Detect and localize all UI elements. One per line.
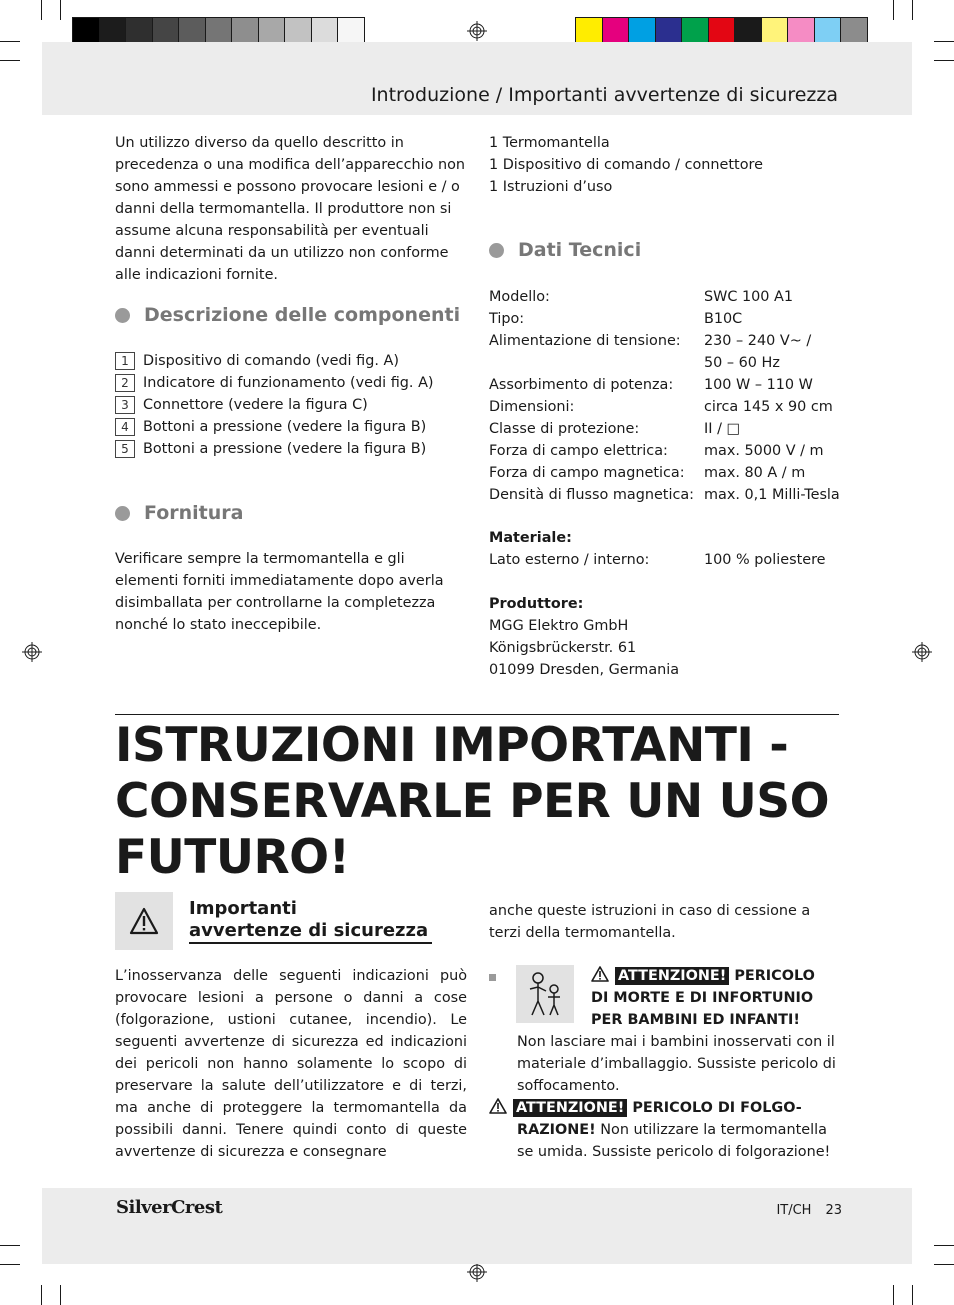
spec-label — [489, 352, 704, 374]
crop-mark — [0, 60, 20, 61]
crop-mark — [41, 1285, 42, 1305]
specs-table — [489, 286, 844, 506]
table-row — [489, 286, 844, 308]
color-swatch — [787, 17, 815, 45]
bullet-dot-icon — [489, 243, 504, 258]
supply-heading — [115, 502, 243, 524]
intro-text: Un utilizzo diverso da quello descritto in precedenza o una modifica dell’apparecchio non sono ammessi e possono provocare lesioni e / o danni della termomantella. Il produttore non si assume alcuna responsabilità per eventuali danni determinati da un utilizzo non conforme alle indicazioni fornite. — [115, 135, 466, 283]
color-swatch — [231, 17, 259, 45]
bullet-dot-icon — [115, 308, 130, 323]
color-swatch — [99, 17, 127, 45]
producer-line: Königsbrückerstr. 61 — [489, 640, 637, 656]
attention-badge: ATTENZIONE! — [513, 1099, 627, 1117]
warning-2-text-line: se umida. Sussiste pericolo di folgorazione! — [517, 1144, 831, 1160]
component-number: 3 — [115, 396, 135, 414]
crop-mark — [912, 0, 913, 20]
table-row — [489, 330, 844, 352]
crop-mark — [934, 41, 954, 42]
table-row — [489, 440, 844, 462]
component-label: Connettore (vedere la figura C) — [143, 397, 368, 413]
safety-right-paragraph — [489, 900, 834, 944]
warning-2 — [489, 1097, 841, 1163]
component-number: 4 — [115, 418, 135, 436]
spec-label: Densità di flusso magnetica: — [489, 487, 695, 503]
spec-value: max. 0,1 Milli-Tesla — [704, 487, 840, 503]
child-pictogram — [516, 965, 574, 1023]
attention-badge: ATTENZIONE! — [615, 967, 729, 985]
warning-2-head: RAZIONE! — [517, 1122, 596, 1138]
list-item — [115, 438, 475, 460]
color-swatch — [284, 17, 312, 45]
crop-mark — [893, 1285, 894, 1305]
warning-2-head: PERICOLO DI FOLGO- — [632, 1100, 802, 1116]
spec-value: max. 80 A / m — [704, 465, 806, 481]
spec-value: max. 5000 V / m — [704, 443, 824, 459]
supply-text: Verificare sempre la termomantella e gli elementi forniti immediatamente dopo averla disimballata per controllarne la completezza nonché lo stato ineccepibile. — [115, 551, 444, 633]
supply-title: Fornitura — [144, 502, 244, 524]
crop-mark — [934, 60, 954, 61]
crop-mark — [912, 1285, 913, 1305]
registration-mark-icon — [467, 21, 487, 41]
color-swatch — [840, 17, 868, 45]
producer-line: 01099 Dresden, Germania — [489, 662, 680, 678]
list-item — [115, 416, 475, 438]
color-swatch — [337, 17, 365, 45]
color-swatch — [178, 17, 206, 45]
crop-mark — [0, 1245, 20, 1246]
component-number: 1 — [115, 352, 135, 370]
child-warning-icon — [522, 969, 568, 1019]
spec-value: SWC 100 A1 — [704, 289, 794, 305]
material-block — [489, 527, 844, 571]
spec-label: Lato esterno / interno: — [489, 552, 650, 568]
color-swatch — [602, 17, 630, 45]
crop-mark — [60, 0, 61, 20]
table-row — [489, 549, 844, 571]
safety-heading-line: avvertenze di sicurezza — [189, 920, 429, 941]
safety-heading — [189, 898, 428, 942]
color-swatch — [734, 17, 762, 45]
big-title: ISTRUZIONI IMPORTANTI - CONSERVARLE PER UN USO FUTURO! — [115, 718, 830, 885]
spec-label: Tipo: — [489, 311, 525, 327]
list-item: 1 Istruzioni d’uso — [489, 179, 613, 195]
spec-label: Assorbimento di potenza: — [489, 377, 674, 393]
color-swatch — [152, 17, 180, 45]
warning-box — [115, 892, 173, 950]
spec-value: 100 % poliestere — [704, 552, 826, 568]
safety-left-paragraph — [115, 965, 467, 1163]
contents-list — [489, 132, 839, 198]
crop-mark — [934, 1245, 954, 1246]
tech-data-heading — [489, 239, 641, 261]
warning-triangle-icon — [591, 966, 609, 982]
intro-paragraph — [115, 132, 470, 286]
material-title: Materiale: — [489, 530, 572, 546]
crop-mark — [0, 1264, 20, 1265]
components-heading — [115, 304, 460, 326]
list-item — [115, 394, 475, 416]
table-row — [489, 396, 844, 418]
warning-1-line — [591, 965, 841, 987]
color-swatch — [708, 17, 736, 45]
warning-2-line — [489, 1097, 841, 1119]
bullet-square-icon — [489, 974, 496, 981]
color-swatch — [628, 17, 656, 45]
warning-1-head-line: DI MORTE E DI INFORTUNIO — [591, 990, 814, 1006]
spec-label: Dimensioni: — [489, 399, 575, 415]
spec-label: Forza di campo elettrica: — [489, 443, 668, 459]
color-swatch — [125, 17, 153, 45]
list-item — [115, 350, 475, 372]
warning-triangle-icon — [489, 1098, 507, 1114]
components-list — [115, 350, 475, 460]
color-swatch — [72, 17, 100, 45]
spec-value: B10C — [704, 311, 743, 327]
crop-mark — [41, 0, 42, 20]
warning-2-text: Non utilizzare la termomantella — [600, 1122, 827, 1138]
list-item: 1 Termomantella — [489, 135, 610, 151]
list-item — [115, 372, 475, 394]
table-row — [489, 484, 844, 506]
table-row — [489, 418, 844, 440]
component-label: Indicatore di funzionamento (vedi fig. A) — [143, 375, 434, 391]
spec-label: Classe di protezione: — [489, 421, 640, 437]
color-swatch — [761, 17, 789, 45]
safety-heading-line: Importanti — [189, 898, 297, 919]
table-row — [489, 462, 844, 484]
warning-1-paragraph — [517, 1031, 837, 1097]
spec-label: Modello: — [489, 289, 550, 305]
spec-value: 100 W – 110 W — [704, 377, 813, 393]
producer-title: Produttore: — [489, 596, 584, 612]
spec-value: circa 145 x 90 cm — [704, 399, 833, 415]
table-row — [489, 352, 844, 374]
component-label: Bottoni a pressione (vedere la figura B) — [143, 441, 427, 457]
spec-value: II / □ — [704, 421, 741, 437]
color-swatch — [575, 17, 603, 45]
page-title: Introduzione / Importanti avvertenze di sicurezza — [370, 84, 838, 106]
safety-left-text: L’inosservanza delle seguenti indicazioni può provocare lesioni a persone o danni a cose (folgorazione, ustioni cutanee, incendio). Le seguenti avvertenze di sicurezza ed indicazioni dei pericoli non hanno solamente lo scopo di preservare la salute dell’utilizzatore e di terzi, ma anche di proteggere la termomantella da possibili danni. Tenere quindi conto di queste avvertenze di sicurezza e consegnare — [115, 968, 467, 1160]
table-row — [489, 374, 844, 396]
warning-2-line — [489, 1119, 841, 1141]
warning-1 — [591, 965, 841, 1031]
supply-paragraph — [115, 548, 460, 636]
color-swatch — [655, 17, 683, 45]
crop-mark — [60, 1285, 61, 1305]
tech-data-title: Dati Tecnici — [518, 239, 642, 261]
producer-line: MGG Elektro GmbH — [489, 618, 629, 634]
color-swatch — [311, 17, 339, 45]
crop-mark — [893, 0, 894, 20]
component-number: 5 — [115, 440, 135, 458]
color-swatch — [814, 17, 842, 45]
warning-1-text: Non lasciare mai i bambini inosservati con il materiale d’imballaggio. Sussiste pericolo di soffocamento. — [517, 1034, 836, 1094]
registration-mark-icon — [22, 642, 42, 662]
color-swatch — [258, 17, 286, 45]
spec-value: 230 – 240 V~ / — [704, 333, 812, 349]
spec-value: 50 – 60 Hz — [704, 355, 780, 371]
component-number: 2 — [115, 374, 135, 392]
components-title: Descrizione delle componenti — [144, 304, 461, 326]
table-row — [489, 308, 844, 330]
safety-right-text: anche queste istruzioni in caso di cessione a terzi della termomantella. — [489, 903, 811, 941]
producer-block — [489, 593, 844, 681]
component-label: Bottoni a pressione (vedere la figura B) — [143, 419, 427, 435]
footer-info — [776, 1203, 842, 1218]
heading-underline — [189, 942, 432, 944]
registration-mark-icon — [912, 642, 932, 662]
divider — [115, 714, 839, 715]
warning-1-head-line: PER BAMBINI ED INFANTI! — [591, 1012, 800, 1028]
bullet-dot-icon — [115, 506, 130, 521]
color-swatch — [681, 17, 709, 45]
page-number: 23 — [825, 1203, 842, 1218]
crop-mark — [0, 41, 20, 42]
spec-label: Forza di campo magnetica: — [489, 465, 685, 481]
color-swatch — [205, 17, 233, 45]
crop-mark — [934, 1264, 954, 1265]
list-item: 1 Dispositivo di comando / connettore — [489, 157, 763, 173]
brand-logo: SilverCrest — [116, 1197, 223, 1218]
component-label: Dispositivo di comando (vedi fig. A) — [143, 353, 399, 369]
spec-label: Alimentazione di tensione: — [489, 333, 681, 349]
registration-mark-icon — [467, 1262, 487, 1282]
warning-triangle-icon — [129, 907, 159, 935]
warning-1-head: PERICOLO — [734, 968, 815, 984]
locale-label: IT/CH — [776, 1203, 812, 1218]
